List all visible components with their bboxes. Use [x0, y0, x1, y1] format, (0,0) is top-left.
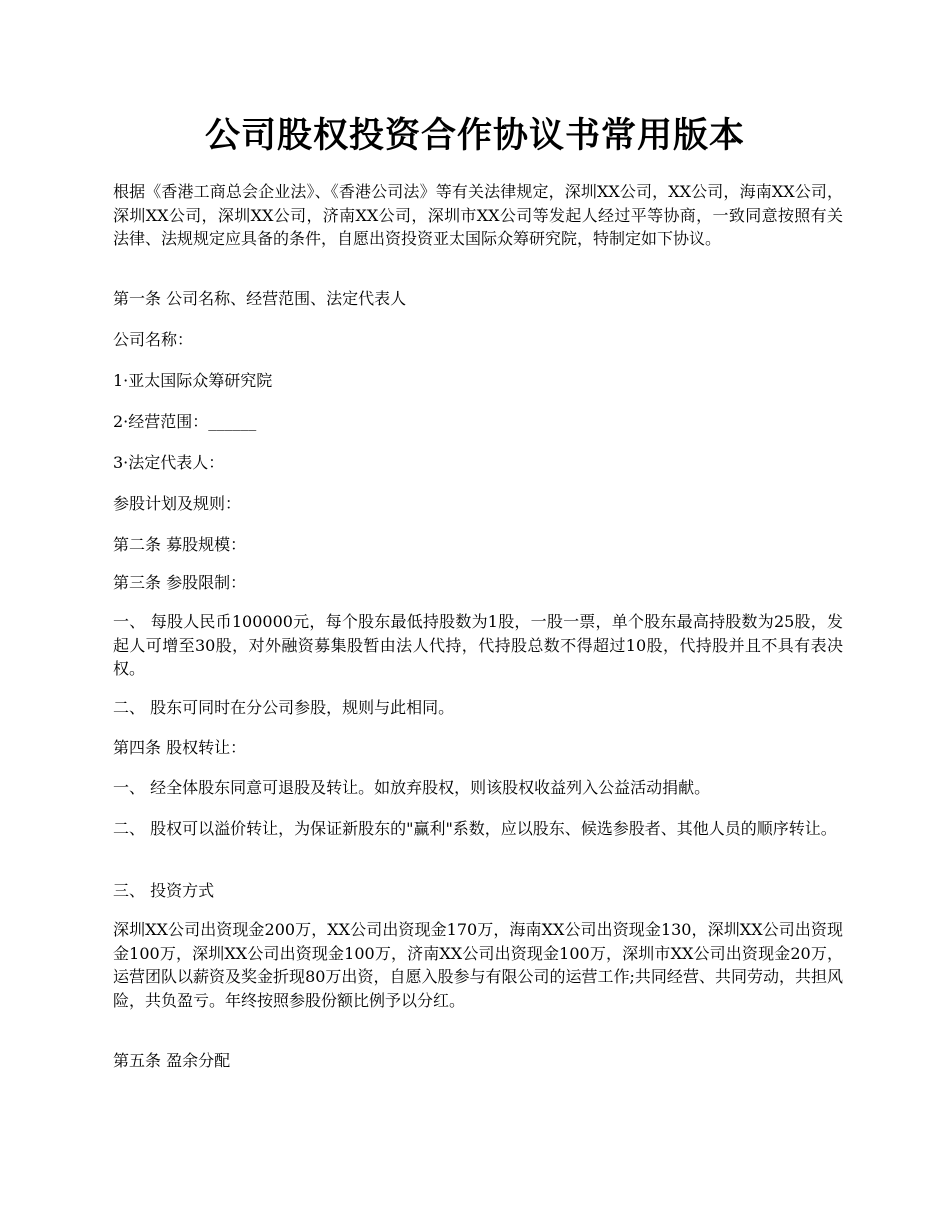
- investment-method-heading: 三、 投资方式: [113, 881, 215, 900]
- legal-representative-item: 3·法定代表人：: [113, 453, 225, 472]
- article-4-heading: 第四条 股权转让：: [113, 738, 247, 757]
- article-4-clause-2: 二、 股权可以溢价转让，为保证新股东的"赢利"系数，应以股东、候选参股者、其他人员的顺序转让。: [113, 819, 837, 838]
- article-5-heading: 第五条 盈余分配: [113, 1051, 231, 1070]
- company-name-label: 公司名称：: [113, 330, 194, 349]
- article-4-clause-1: 一、 经全体股东同意可退股及转让。如放弃股权，则该股权收益列入公益活动捐献。: [113, 778, 711, 797]
- business-scope-item: 2·经营范围：______: [113, 412, 257, 431]
- article-3-clause-1: 一、 每股人民币100000元，每个股东最低持股数为1股，一股一票，单个股东最高持股数为25股，发起人可增至30股，对外融资募集股暂由法人代持，代持股总数不得超过10股，代持股并且不具有表决权。: [113, 612, 843, 679]
- document-title: 公司股权投资合作协议书常用版本: [204, 115, 745, 156]
- company-name-item: 1·亚太国际众筹研究院: [113, 371, 273, 390]
- article-3-heading: 第三条 参股限制：: [113, 573, 247, 592]
- investment-method-paragraph: 深圳XX公司出资现金200万，XX公司出资现金170万，海南XX公司出资现金130，深圳XX公司出资现金100万，深圳XX公司出资现金100万，济南XX公司出资现金100万，深圳市XX公司出资现金20万，运营团队以薪资及奖金折现80万出资，自愿入股参与有限公司的运营工作;共同经营、共同劳动，共担风险，共负盈亏。年终按照参股份额比例予以分红。: [113, 920, 843, 1010]
- intro-paragraph: 根据《香港工商总会企业法》、《香港公司法》等有关法律规定，深圳XX公司，XX公司，海南XX公司，深圳XX公司，深圳XX公司，济南XX公司，深圳市XX公司等发起人经过平等协商，一致同意按照有关法律、法规规定应具备的条件，自愿出资投资亚太国际众筹研究院，特制定如下协议。: [113, 182, 843, 249]
- share-plan-heading: 参股计划及规则：: [113, 494, 242, 513]
- article-2-heading: 第二条 募股规模：: [113, 535, 247, 554]
- article-1-heading: 第一条 公司名称、经营范围、法定代表人: [113, 289, 407, 308]
- article-3-clause-2: 二、 股东可同时在分公司参股，规则与此相同。: [113, 698, 455, 717]
